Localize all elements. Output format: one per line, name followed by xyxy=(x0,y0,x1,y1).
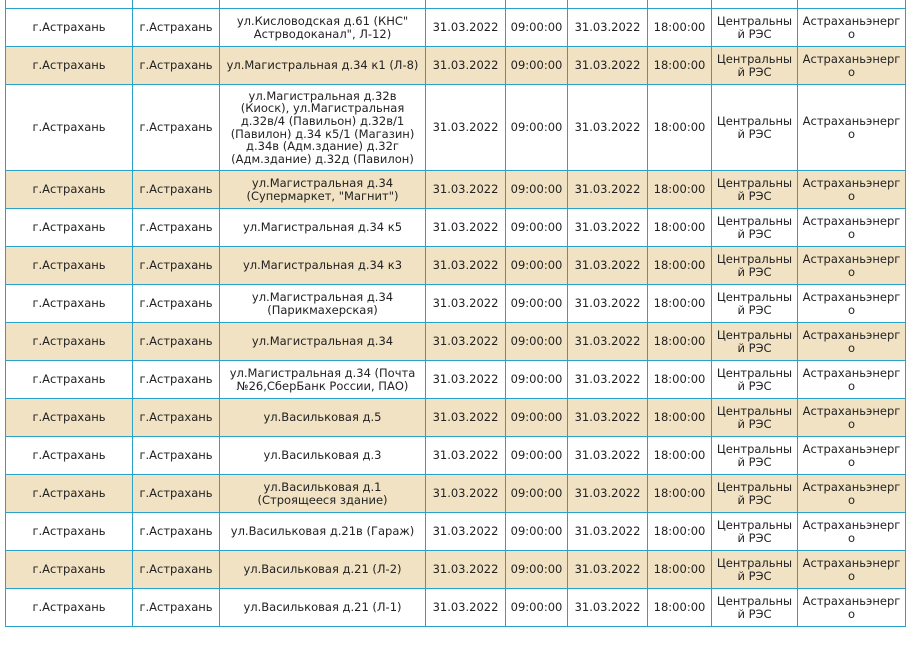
end-date-cell: 31.03.2022 xyxy=(568,361,648,399)
header-row-remnant xyxy=(6,0,906,9)
address-cell: ул.Магистральная д.34 (Супермаркет, "Магнит") xyxy=(220,171,426,209)
company-cell: Астраханьэнерго xyxy=(798,171,906,209)
address-cell: ул.Васильковая д.21 (Л-1) xyxy=(220,589,426,627)
table-row xyxy=(6,513,906,551)
locality-cell: г.Астрахань xyxy=(133,85,220,171)
end-date-cell: 31.03.2022 xyxy=(568,399,648,437)
outage-schedule-table xyxy=(5,0,906,627)
start-date-cell: 31.03.2022 xyxy=(426,437,506,475)
locality-cell: г.Астрахань xyxy=(133,247,220,285)
municipality-cell: г.Астрахань xyxy=(6,85,133,171)
company-cell: Астраханьэнерго xyxy=(798,399,906,437)
company-cell: Астраханьэнерго xyxy=(798,9,906,47)
locality-cell: г.Астрахань xyxy=(133,513,220,551)
locality-cell: г.Астрахань xyxy=(133,399,220,437)
start-time-cell: 09:00:00 xyxy=(506,285,568,323)
address-cell: ул.Васильковая д.21 (Л-2) xyxy=(220,551,426,589)
end-time-cell: 18:00:00 xyxy=(648,247,712,285)
start-time-cell: 09:00:00 xyxy=(506,589,568,627)
end-time-cell: 18:00:00 xyxy=(648,47,712,85)
start-time-cell: 09:00:00 xyxy=(506,513,568,551)
address-cell: ул.Васильковая д.5 xyxy=(220,399,426,437)
municipality-cell: г.Астрахань xyxy=(6,513,133,551)
header-cell xyxy=(648,0,712,9)
locality-cell: г.Астрахань xyxy=(133,47,220,85)
start-date-cell: 31.03.2022 xyxy=(426,399,506,437)
municipality-cell: г.Астрахань xyxy=(6,9,133,47)
outage-table-container xyxy=(5,0,905,627)
locality-cell: г.Астрахань xyxy=(133,323,220,361)
locality-cell: г.Астрахань xyxy=(133,285,220,323)
district-cell: Центральный РЭС xyxy=(712,171,798,209)
table-row xyxy=(6,589,906,627)
locality-cell: г.Астрахань xyxy=(133,209,220,247)
company-cell: Астраханьэнерго xyxy=(798,361,906,399)
start-date-cell: 31.03.2022 xyxy=(426,85,506,171)
table-row xyxy=(6,323,906,361)
start-time-cell: 09:00:00 xyxy=(506,47,568,85)
municipality-cell: г.Астрахань xyxy=(6,437,133,475)
table-row xyxy=(6,285,906,323)
locality-cell: г.Астрахань xyxy=(133,437,220,475)
start-time-cell: 09:00:00 xyxy=(506,475,568,513)
address-cell: ул.Магистральная д.34 к5 xyxy=(220,209,426,247)
table-row xyxy=(6,247,906,285)
end-date-cell: 31.03.2022 xyxy=(568,209,648,247)
start-time-cell: 09:00:00 xyxy=(506,209,568,247)
district-cell: Центральный РЭС xyxy=(712,437,798,475)
table-row xyxy=(6,361,906,399)
start-date-cell: 31.03.2022 xyxy=(426,247,506,285)
company-cell: Астраханьэнерго xyxy=(798,85,906,171)
locality-cell: г.Астрахань xyxy=(133,551,220,589)
start-date-cell: 31.03.2022 xyxy=(426,513,506,551)
table-row xyxy=(6,209,906,247)
municipality-cell: г.Астрахань xyxy=(6,399,133,437)
table-row xyxy=(6,475,906,513)
district-cell: Центральный РЭС xyxy=(712,551,798,589)
start-date-cell: 31.03.2022 xyxy=(426,9,506,47)
header-cell xyxy=(506,0,568,9)
district-cell: Центральный РЭС xyxy=(712,47,798,85)
municipality-cell: г.Астрахань xyxy=(6,551,133,589)
company-cell: Астраханьэнерго xyxy=(798,209,906,247)
end-date-cell: 31.03.2022 xyxy=(568,323,648,361)
address-cell: ул.Магистральная д.34 (Парикмахерская) xyxy=(220,285,426,323)
municipality-cell: г.Астрахань xyxy=(6,171,133,209)
header-cell xyxy=(6,0,133,9)
header-cell xyxy=(798,0,906,9)
municipality-cell: г.Астрахань xyxy=(6,47,133,85)
municipality-cell: г.Астрахань xyxy=(6,285,133,323)
end-date-cell: 31.03.2022 xyxy=(568,589,648,627)
district-cell: Центральный РЭС xyxy=(712,399,798,437)
district-cell: Центральный РЭС xyxy=(712,9,798,47)
company-cell: Астраханьэнерго xyxy=(798,285,906,323)
start-time-cell: 09:00:00 xyxy=(506,399,568,437)
start-date-cell: 31.03.2022 xyxy=(426,209,506,247)
company-cell: Астраханьэнерго xyxy=(798,437,906,475)
end-time-cell: 18:00:00 xyxy=(648,361,712,399)
end-time-cell: 18:00:00 xyxy=(648,171,712,209)
municipality-cell: г.Астрахань xyxy=(6,475,133,513)
end-time-cell: 18:00:00 xyxy=(648,589,712,627)
municipality-cell: г.Астрахань xyxy=(6,589,133,627)
end-date-cell: 31.03.2022 xyxy=(568,437,648,475)
district-cell: Центральный РЭС xyxy=(712,513,798,551)
district-cell: Центральный РЭС xyxy=(712,589,798,627)
end-time-cell: 18:00:00 xyxy=(648,513,712,551)
start-time-cell: 09:00:00 xyxy=(506,247,568,285)
table-row xyxy=(6,399,906,437)
end-time-cell: 18:00:00 xyxy=(648,399,712,437)
header-cell xyxy=(133,0,220,9)
company-cell: Астраханьэнерго xyxy=(798,589,906,627)
start-time-cell: 09:00:00 xyxy=(506,361,568,399)
municipality-cell: г.Астрахань xyxy=(6,361,133,399)
start-time-cell: 09:00:00 xyxy=(506,323,568,361)
end-time-cell: 18:00:00 xyxy=(648,9,712,47)
table-row xyxy=(6,47,906,85)
end-time-cell: 18:00:00 xyxy=(648,209,712,247)
end-time-cell: 18:00:00 xyxy=(648,85,712,171)
header-cell xyxy=(426,0,506,9)
end-date-cell: 31.03.2022 xyxy=(568,551,648,589)
table-row xyxy=(6,171,906,209)
district-cell: Центральный РЭС xyxy=(712,361,798,399)
address-cell: ул.Магистральная д.34 к1 (Л-8) xyxy=(220,47,426,85)
municipality-cell: г.Астрахань xyxy=(6,209,133,247)
start-date-cell: 31.03.2022 xyxy=(426,171,506,209)
district-cell: Центральный РЭС xyxy=(712,285,798,323)
address-cell: ул.Магистральная д.34 (Почта №26,СберБанк России, ПАО) xyxy=(220,361,426,399)
start-time-cell: 09:00:00 xyxy=(506,551,568,589)
address-cell: ул.Магистральная д.34 к3 xyxy=(220,247,426,285)
company-cell: Астраханьэнерго xyxy=(798,323,906,361)
locality-cell: г.Астрахань xyxy=(133,9,220,47)
company-cell: Астраханьэнерго xyxy=(798,551,906,589)
start-date-cell: 31.03.2022 xyxy=(426,361,506,399)
company-cell: Астраханьэнерго xyxy=(798,513,906,551)
company-cell: Астраханьэнерго xyxy=(798,247,906,285)
end-date-cell: 31.03.2022 xyxy=(568,9,648,47)
end-time-cell: 18:00:00 xyxy=(648,475,712,513)
locality-cell: г.Астрахань xyxy=(133,361,220,399)
district-cell: Центральный РЭС xyxy=(712,85,798,171)
company-cell: Астраханьэнерго xyxy=(798,47,906,85)
start-time-cell: 09:00:00 xyxy=(506,171,568,209)
end-time-cell: 18:00:00 xyxy=(648,285,712,323)
start-date-cell: 31.03.2022 xyxy=(426,589,506,627)
table-row xyxy=(6,551,906,589)
municipality-cell: г.Астрахань xyxy=(6,247,133,285)
end-date-cell: 31.03.2022 xyxy=(568,85,648,171)
end-time-cell: 18:00:00 xyxy=(648,551,712,589)
address-cell: ул.Васильковая д.21в (Гараж) xyxy=(220,513,426,551)
locality-cell: г.Астрахань xyxy=(133,589,220,627)
end-time-cell: 18:00:00 xyxy=(648,323,712,361)
district-cell: Центральный РЭС xyxy=(712,323,798,361)
end-date-cell: 31.03.2022 xyxy=(568,475,648,513)
locality-cell: г.Астрахань xyxy=(133,475,220,513)
table-row xyxy=(6,85,906,171)
end-time-cell: 18:00:00 xyxy=(648,437,712,475)
start-date-cell: 31.03.2022 xyxy=(426,47,506,85)
start-date-cell: 31.03.2022 xyxy=(426,475,506,513)
table-row xyxy=(6,437,906,475)
end-date-cell: 31.03.2022 xyxy=(568,285,648,323)
start-date-cell: 31.03.2022 xyxy=(426,551,506,589)
end-date-cell: 31.03.2022 xyxy=(568,171,648,209)
company-cell: Астраханьэнерго xyxy=(798,475,906,513)
start-date-cell: 31.03.2022 xyxy=(426,323,506,361)
end-date-cell: 31.03.2022 xyxy=(568,47,648,85)
address-cell: ул.Васильковая д.3 xyxy=(220,437,426,475)
start-date-cell: 31.03.2022 xyxy=(426,285,506,323)
address-cell: ул.Магистральная д.32в (Киоск), ул.Магистральная д.32в/4 (Павильон) д.32в/1 (Павилон) д.34 к5/1 (Магазин) д.34в (Адм.здание) д.32г (Адм.здание) д.32д (Павилон) xyxy=(220,85,426,171)
header-cell xyxy=(220,0,426,9)
municipality-cell: г.Астрахань xyxy=(6,323,133,361)
locality-cell: г.Астрахань xyxy=(133,171,220,209)
header-cell xyxy=(712,0,798,9)
address-cell: ул.Васильковая д.1 (Строящееся здание) xyxy=(220,475,426,513)
header-cell xyxy=(568,0,648,9)
start-time-cell: 09:00:00 xyxy=(506,437,568,475)
start-time-cell: 09:00:00 xyxy=(506,85,568,171)
address-cell: ул.Кисловодская д.61 (КНС" Астрводоканал", Л-12) xyxy=(220,9,426,47)
table-row xyxy=(6,9,906,47)
district-cell: Центральный РЭС xyxy=(712,475,798,513)
end-date-cell: 31.03.2022 xyxy=(568,513,648,551)
table-body xyxy=(6,0,906,627)
address-cell: ул.Магистральная д.34 xyxy=(220,323,426,361)
district-cell: Центральный РЭС xyxy=(712,209,798,247)
end-date-cell: 31.03.2022 xyxy=(568,247,648,285)
start-time-cell: 09:00:00 xyxy=(506,9,568,47)
district-cell: Центральный РЭС xyxy=(712,247,798,285)
